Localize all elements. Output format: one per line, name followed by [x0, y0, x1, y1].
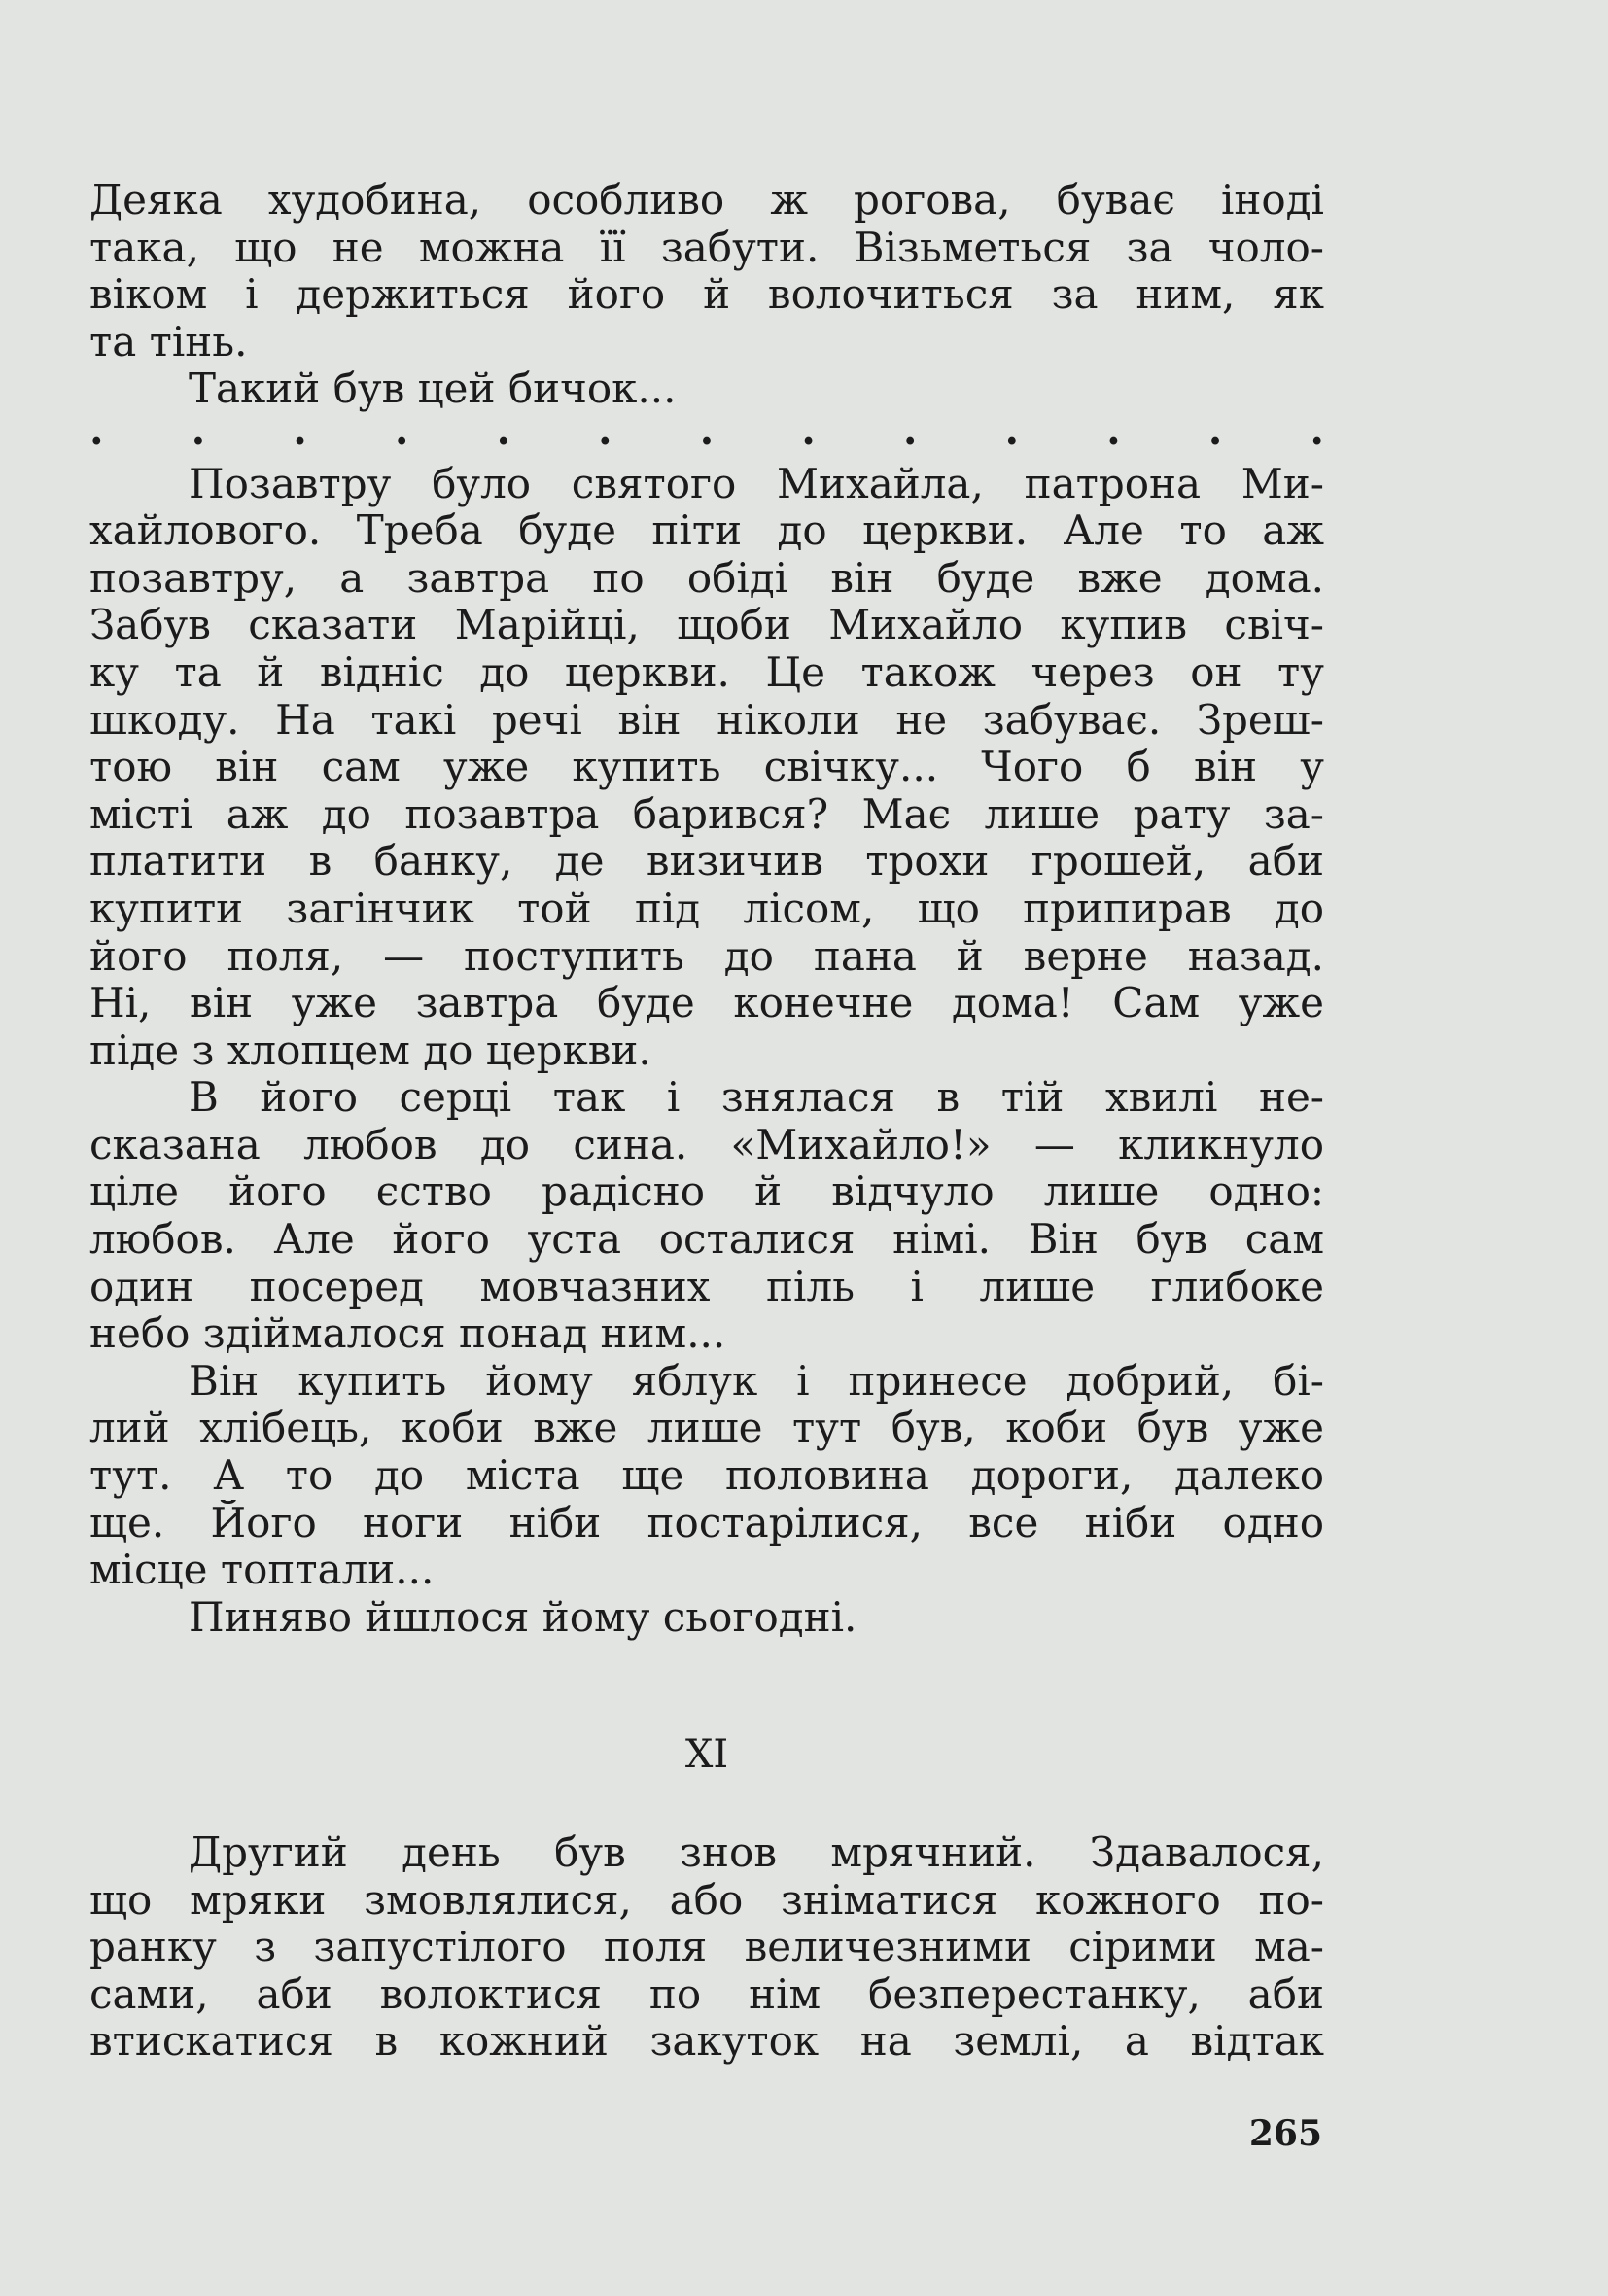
- text-line: ранку з запустілого поля величезними сірими ма-: [89, 1924, 1324, 1971]
- separator-dot: .: [89, 405, 104, 454]
- text-line: Деяка худобина, особливо ж рогова, буває іноді: [89, 177, 1324, 224]
- separator-dot: .: [699, 405, 715, 454]
- separator-dot: .: [902, 405, 918, 454]
- separator-dot: .: [1207, 405, 1223, 454]
- text-line: хайлового. Треба буде піти до церкви. Але то аж: [89, 507, 1324, 555]
- separator-dot: .: [1004, 405, 1020, 454]
- text-line: ще. Його ноги ніби постарілися, все ніби одно: [89, 1499, 1324, 1547]
- text-line: Ні, він уже завтра буде конечне дома! Сам уже: [89, 980, 1324, 1027]
- text-line: В його серці так і знялася в тій хвилі не-: [189, 1074, 1324, 1122]
- text-line: Такий був цей бичок...: [189, 365, 677, 413]
- separator-dot: .: [598, 405, 612, 454]
- text-line: Забув сказати Марійці, щоби Михайло купив свіч-: [89, 602, 1324, 649]
- text-line: любов. Але його уста осталися німі. Він був сам: [89, 1216, 1324, 1264]
- separator-dot: .: [293, 405, 307, 454]
- text-line: шкоду. На такі речі він ніколи не забуває. Зреш-: [89, 696, 1324, 744]
- page-number: 265: [1248, 2113, 1322, 2154]
- dot-separator: [89, 405, 1324, 461]
- text-line: ціле його єство радісно й відчуло лише одно:: [89, 1168, 1324, 1216]
- separator-dot: .: [191, 405, 206, 454]
- text-line: сказана любов до сина. «Михайло!» — кликнуло: [89, 1121, 1324, 1168]
- separator-dot: .: [394, 405, 409, 454]
- chapter-heading: XI: [684, 1732, 729, 1777]
- separator-dot: .: [496, 405, 511, 454]
- chapter-opening-paragraph: [89, 1829, 1324, 2066]
- separator-dot: .: [801, 405, 816, 454]
- text-line: тою він сам уже купить свічку... Чого б він у: [89, 744, 1324, 791]
- text-line: піде з хлопцем до церкви.: [89, 1026, 651, 1074]
- separator-dot: .: [1310, 405, 1324, 454]
- text-line: купити загінчик той під лісом, що припирав до: [89, 885, 1324, 932]
- text-line: один посеред мовчазних піль і лише глибоке: [89, 1263, 1324, 1310]
- text-line: ку та й відніс до церкви. Це також через он ту: [89, 648, 1324, 696]
- separator-dot: .: [1106, 405, 1121, 454]
- text-line: втискатися в кожний закуток на землі, а відтак: [89, 2018, 1324, 2066]
- text-line: Пиняво йшлося йому сьогодні.: [189, 1593, 857, 1641]
- text-line: що мряки змовлялися, або зніматися кожного по-: [89, 1876, 1324, 1924]
- text-line: місті аж до позавтра барився? Має лише рату за-: [89, 790, 1324, 838]
- text-line: позавтру, а завтра по обіді він буде вже дома.: [89, 554, 1324, 602]
- text-line: Другий день був знов мрячний. Здавалося,: [189, 1829, 1324, 1876]
- text-line: місце топтали...: [89, 1547, 435, 1594]
- text-line: та тінь.: [89, 318, 248, 365]
- text-line: лий хлібець, коби вже лише тут був, коби був уже: [89, 1405, 1324, 1452]
- text-line: тут. А то до міста ще половина дороги, далеко: [89, 1452, 1324, 1500]
- text-line: віком і держиться його й волочиться за ним, як: [89, 271, 1324, 319]
- text-line: Позавтру було святого Михайла, патрона Ми-: [189, 460, 1324, 507]
- text-line: така, що не можна її забути. Візьметься за чоло-: [89, 224, 1324, 271]
- opening-paragraphs: [89, 177, 1324, 1641]
- text-line: сами, аби волоктися по нім безперестанку, аби: [89, 1970, 1324, 2018]
- text-line: його поля, — поступить до пана й верне назад.: [89, 932, 1324, 980]
- text-line: Він купить йому яблук і принесе добрий, бі-: [189, 1357, 1324, 1405]
- text-line: небо здіймалося понад ним...: [89, 1310, 726, 1358]
- text-line: платити в банку, де визичив трохи грошей, аби: [89, 838, 1324, 886]
